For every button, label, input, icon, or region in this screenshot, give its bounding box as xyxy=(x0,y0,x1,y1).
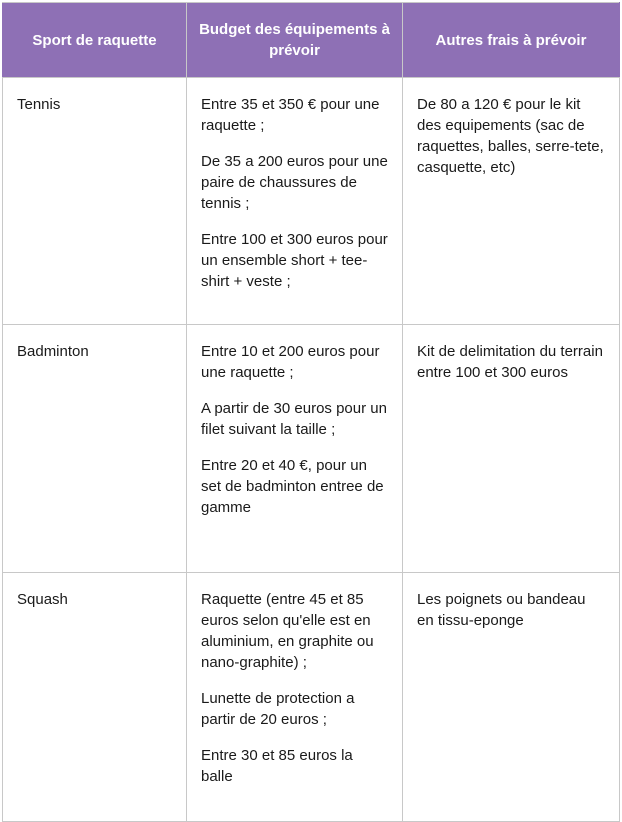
sport-name-cell: Tennis xyxy=(3,78,187,325)
table-body xyxy=(3,78,620,822)
budget-item: Raquette (entre 45 et 85 euros selon qu'elle est en aluminium, en graphite ou nano-graphite) ; xyxy=(201,591,374,671)
other-costs-cell xyxy=(403,78,620,325)
budget-item: De 35 a 200 euros pour une paire de chaussures de tennis ; xyxy=(201,153,388,212)
table-row xyxy=(3,573,620,822)
header-sport: Sport de raquette xyxy=(3,3,187,78)
other-costs-cell xyxy=(403,325,620,573)
header-row xyxy=(3,3,620,78)
other-costs-text: Les poignets ou bandeau en tissu-eponge xyxy=(417,591,586,629)
budget-item: Entre 20 et 40 €, pour un set de badminton entree de gamme xyxy=(201,457,384,516)
budget-item: Entre 30 et 85 euros la balle xyxy=(201,747,353,785)
budget-item: Entre 35 et 350 € pour une raquette ; xyxy=(201,96,380,134)
other-costs-text: Kit de delimitation du terrain entre 100 et 300 euros xyxy=(417,343,603,381)
sport-name-cell: Badminton xyxy=(3,325,187,573)
sport-name-cell: Squash xyxy=(3,573,187,822)
table-row xyxy=(3,78,620,325)
other-costs-cell xyxy=(403,573,620,822)
table-row xyxy=(3,325,620,573)
budget-cell xyxy=(187,78,403,325)
table-header xyxy=(3,3,620,78)
budget-item: A partir de 30 euros pour un filet suivant la taille ; xyxy=(201,400,387,438)
header-other-costs: Autres frais à prévoir xyxy=(403,3,620,78)
header-budget: Budget des équipements à prévoir xyxy=(187,3,403,78)
budget-item: Entre 100 et 300 euros pour un ensemble short + tee-shirt + veste ; xyxy=(201,231,388,290)
other-costs-text: De 80 a 120 € pour le kit des equipements (sac de raquettes, balles, serre-tete, casquette, etc) xyxy=(417,96,604,176)
budget-item: Entre 10 et 200 euros pour une raquette ; xyxy=(201,343,380,381)
budget-cell xyxy=(187,573,403,822)
budget-item: Lunette de protection a partir de 20 euros ; xyxy=(201,690,355,728)
budget-cell xyxy=(187,325,403,573)
sports-budget-table xyxy=(2,2,620,822)
